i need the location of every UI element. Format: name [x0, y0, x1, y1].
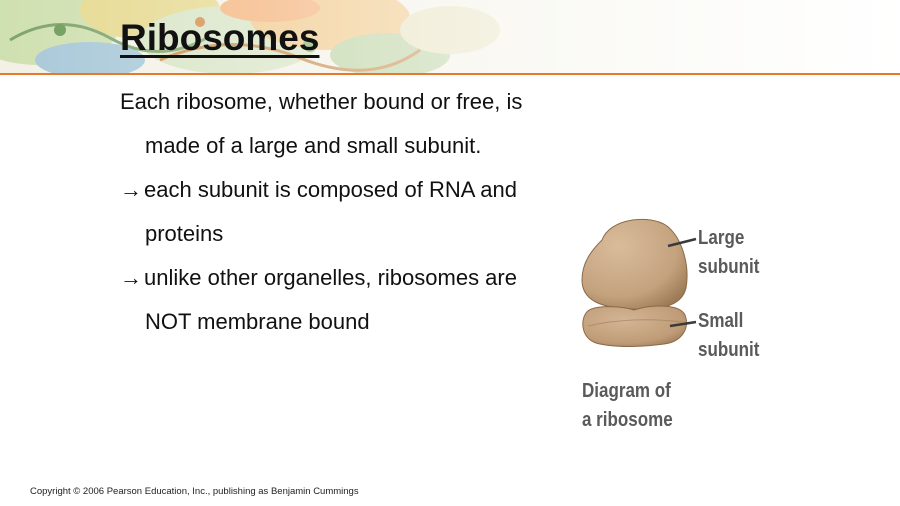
arrow-icon: → — [120, 177, 142, 202]
bullet-not-membrane-bound — [120, 260, 580, 304]
body-line-3-text: each subunit is composed of RNA and — [144, 177, 518, 202]
body-line-4 — [120, 216, 580, 260]
header-rule — [0, 73, 900, 75]
copyright-notice: Copyright © 2006 Pearson Education, Inc., publishing as Benjamin Cummings — [30, 486, 359, 497]
body-line-6 — [120, 304, 580, 348]
slide-title: Ribosomes — [120, 17, 320, 58]
large-subunit-shape — [582, 219, 687, 309]
bullet-subunit-composition — [120, 172, 580, 216]
large-subunit-label: Large subunit — [698, 227, 760, 278]
body-text — [120, 84, 580, 348]
arrow-icon: → — [120, 265, 142, 290]
body-line-5-text: unlike other organelles, ribosomes are — [144, 265, 517, 290]
body-line-1-text: Each ribosome, whether bound or free, is — [120, 89, 523, 114]
ribosome-diagram — [572, 210, 792, 440]
body-line-1 — [120, 84, 580, 128]
body-line-6-text: NOT membrane bound — [145, 309, 370, 334]
body-line-2 — [120, 128, 580, 172]
body-line-2-text: made of a large and small subunit. — [145, 133, 482, 158]
body-line-4-text: proteins — [145, 221, 224, 246]
diagram-caption: Diagram of a ribosome — [582, 380, 673, 431]
small-subunit-label: Small subunit — [698, 310, 760, 361]
